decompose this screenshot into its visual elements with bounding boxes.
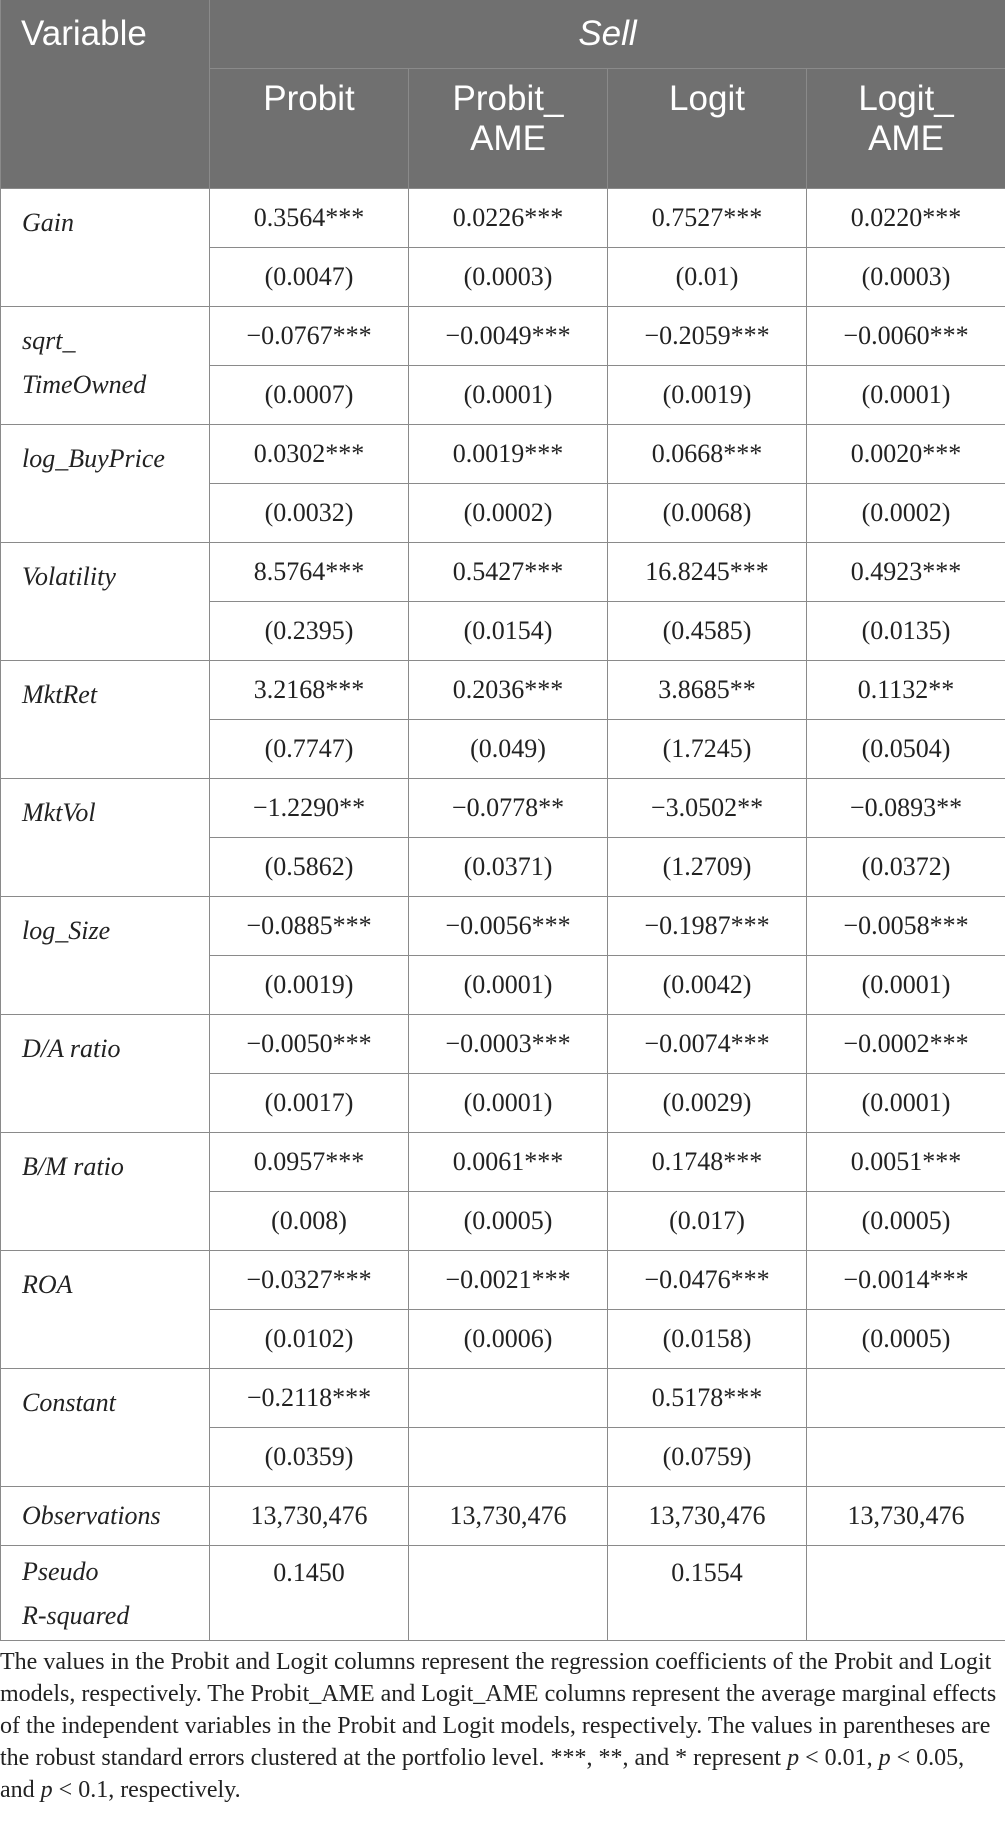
table-row (1, 779, 1005, 838)
se-logit-ame (807, 1428, 1005, 1487)
sell-group-header: Sell (210, 0, 1005, 69)
table-row (1, 425, 1005, 484)
se-probit-ame: (0.0005) (409, 1192, 608, 1251)
coef-probit-ame: −0.0021*** (409, 1251, 608, 1310)
variable-name: Observations (1, 1487, 210, 1546)
se-logit-ame: (0.0135) (807, 602, 1005, 661)
se-logit: (0.01) (608, 248, 807, 307)
se-logit-ame: (0.0005) (807, 1192, 1005, 1251)
observations-row (1, 1487, 1005, 1546)
se-logit-ame: (0.0504) (807, 720, 1005, 779)
coef-logit: 0.5178*** (608, 1369, 807, 1428)
se-probit: (0.7747) (210, 720, 409, 779)
se-logit: (0.0759) (608, 1428, 807, 1487)
coef-logit: 0.1748*** (608, 1133, 807, 1192)
table-footnote: The values in the Probit and Logit columns represent the regression coefficients of the Probit and Logit models, respectively. The Probit_AME and Logit_AME columns represent the average marginal effects of the independent variables in the Probit and Logit models, respectively. The values in parentheses are the robust standard errors clustered at the portfolio level. ***, **, and * represent p < 0.01, p < 0.05, and p < 0.1, respectively. (0, 1649, 997, 1803)
se-probit: (0.0007) (210, 366, 409, 425)
se-logit: (0.0042) (608, 956, 807, 1015)
se-logit: (0.0068) (608, 484, 807, 543)
variable-name: log_Size (1, 897, 210, 1015)
coef-logit: −0.0476*** (608, 1251, 807, 1310)
se-logit-ame: (0.0001) (807, 956, 1005, 1015)
coef-logit-ame: 0.0051*** (807, 1133, 1005, 1192)
column-header-logit: Logit (608, 69, 807, 189)
coef-logit-ame: 0.1132** (807, 661, 1005, 720)
table-body (1, 189, 1005, 1641)
se-probit-ame: (0.0001) (409, 956, 608, 1015)
variable-name: B/M ratio (1, 1133, 210, 1251)
coef-probit: 0.0302*** (210, 425, 409, 484)
se-probit-ame (409, 1428, 608, 1487)
pseudo-r2-row (1, 1546, 1005, 1641)
coef-probit: −0.0767*** (210, 307, 409, 366)
pseudo-r2-probit: 0.1450 (210, 1546, 409, 1641)
coef-probit-ame: 0.0226*** (409, 189, 608, 248)
coef-probit: 3.2168*** (210, 661, 409, 720)
coef-logit: −0.0074*** (608, 1015, 807, 1074)
coef-logit: −0.2059*** (608, 307, 807, 366)
variable-name: sqrt_ TimeOwned (1, 307, 210, 425)
observations-logit-ame: 13,730,476 (807, 1487, 1005, 1546)
pseudo-r2-logit: 0.1554 (608, 1546, 807, 1641)
coef-probit-ame: 0.2036*** (409, 661, 608, 720)
coef-probit: 0.0957*** (210, 1133, 409, 1192)
table-row (1, 1251, 1005, 1310)
column-header-probit-ame: Probit_ AME (409, 69, 608, 189)
coef-probit-ame: −0.0003*** (409, 1015, 608, 1074)
se-logit-ame: (0.0001) (807, 366, 1005, 425)
table-row (1, 1369, 1005, 1428)
se-logit-ame: (0.0003) (807, 248, 1005, 307)
coef-probit-ame: 0.0061*** (409, 1133, 608, 1192)
header-row-group (1, 0, 1005, 69)
se-logit-ame: (0.0372) (807, 838, 1005, 897)
variable-header: Variable (1, 0, 210, 189)
se-probit: (0.2395) (210, 602, 409, 661)
coef-logit-ame: 0.4923*** (807, 543, 1005, 602)
coef-probit: −1.2290** (210, 779, 409, 838)
variable-name: D/A ratio (1, 1015, 210, 1133)
variable-name: log_BuyPrice (1, 425, 210, 543)
coef-probit-ame: −0.0778** (409, 779, 608, 838)
variable-name: Constant (1, 1369, 210, 1487)
se-probit-ame: (0.0001) (409, 1074, 608, 1133)
se-logit: (0.4585) (608, 602, 807, 661)
table-row (1, 189, 1005, 248)
coef-probit: −0.2118*** (210, 1369, 409, 1428)
se-probit-ame: (0.0006) (409, 1310, 608, 1369)
se-probit: (0.0019) (210, 956, 409, 1015)
coef-logit: −0.1987*** (608, 897, 807, 956)
variable-name: Pseudo R-squared (1, 1546, 210, 1641)
se-probit: (0.008) (210, 1192, 409, 1251)
pseudo-r2-logit-ame (807, 1546, 1005, 1641)
coef-probit: −0.0050*** (210, 1015, 409, 1074)
coef-logit-ame: −0.0893** (807, 779, 1005, 838)
se-probit: (0.0032) (210, 484, 409, 543)
coef-probit: 8.5764*** (210, 543, 409, 602)
table-row (1, 897, 1005, 956)
table-row (1, 661, 1005, 720)
coef-probit: −0.0885*** (210, 897, 409, 956)
table-row (1, 1133, 1005, 1192)
se-probit-ame: (0.0002) (409, 484, 608, 543)
se-logit: (0.0158) (608, 1310, 807, 1369)
coef-probit-ame: −0.0056*** (409, 897, 608, 956)
coef-logit-ame: −0.0060*** (807, 307, 1005, 366)
se-probit-ame: (0.049) (409, 720, 608, 779)
observations-logit: 13,730,476 (608, 1487, 807, 1546)
variable-name: Gain (1, 189, 210, 307)
pseudo-r2-probit-ame (409, 1546, 608, 1641)
se-logit-ame: (0.0001) (807, 1074, 1005, 1133)
se-probit: (0.5862) (210, 838, 409, 897)
se-logit: (0.0029) (608, 1074, 807, 1133)
se-logit-ame: (0.0002) (807, 484, 1005, 543)
se-probit: (0.0359) (210, 1428, 409, 1487)
coef-logit-ame (807, 1369, 1005, 1428)
coef-logit-ame: −0.0002*** (807, 1015, 1005, 1074)
variable-name: MktVol (1, 779, 210, 897)
se-logit: (0.017) (608, 1192, 807, 1251)
coef-logit: −3.0502** (608, 779, 807, 838)
column-header-probit: Probit (210, 69, 409, 189)
coef-probit-ame: 0.0019*** (409, 425, 608, 484)
table-row (1, 307, 1005, 366)
coef-logit: 16.8245*** (608, 543, 807, 602)
variable-name: MktRet (1, 661, 210, 779)
coef-logit-ame: 0.0220*** (807, 189, 1005, 248)
se-probit-ame: (0.0154) (409, 602, 608, 661)
se-logit: (1.7245) (608, 720, 807, 779)
coef-logit: 0.0668*** (608, 425, 807, 484)
variable-name: ROA (1, 1251, 210, 1369)
se-logit: (0.0019) (608, 366, 807, 425)
se-probit: (0.0102) (210, 1310, 409, 1369)
se-probit: (0.0047) (210, 248, 409, 307)
observations-probit-ame: 13,730,476 (409, 1487, 608, 1546)
coef-probit-ame: 0.5427*** (409, 543, 608, 602)
se-probit-ame: (0.0001) (409, 366, 608, 425)
table-row (1, 543, 1005, 602)
column-header-logit-ame: Logit_ AME (807, 69, 1005, 189)
coef-logit: 0.7527*** (608, 189, 807, 248)
table-row (1, 1015, 1005, 1074)
coef-probit: 0.3564*** (210, 189, 409, 248)
coef-logit: 3.8685** (608, 661, 807, 720)
observations-probit: 13,730,476 (210, 1487, 409, 1546)
coef-logit-ame: −0.0014*** (807, 1251, 1005, 1310)
coef-logit-ame: 0.0020*** (807, 425, 1005, 484)
se-probit-ame: (0.0003) (409, 248, 608, 307)
se-logit: (1.2709) (608, 838, 807, 897)
se-logit-ame: (0.0005) (807, 1310, 1005, 1369)
coef-probit-ame (409, 1369, 608, 1428)
coef-probit: −0.0327*** (210, 1251, 409, 1310)
variable-name: Volatility (1, 543, 210, 661)
coef-logit-ame: −0.0058*** (807, 897, 1005, 956)
se-probit-ame: (0.0371) (409, 838, 608, 897)
se-probit: (0.0017) (210, 1074, 409, 1133)
coef-probit-ame: −0.0049*** (409, 307, 608, 366)
